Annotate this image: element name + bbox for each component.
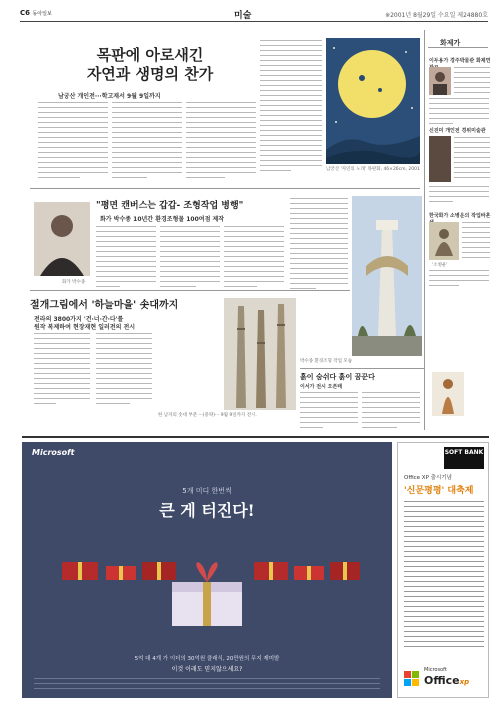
office-logo-icon: [404, 671, 420, 687]
story4-top-rule: [300, 368, 424, 369]
person-portrait-icon: [429, 67, 451, 95]
microsoft-ad-brand: Microsoft: [32, 448, 75, 457]
story4-photo-caption: 박수종 환경조형 작업 모습: [300, 359, 353, 364]
story1-woodcut-image: [326, 38, 420, 164]
story4-body-col1: [300, 392, 358, 432]
office-xp-logo: [404, 665, 484, 693]
story4-title: 흙이 숨쉬다 흙이 꿈꾼다: [300, 372, 375, 381]
sidebar-item3-caption: '소병운': [432, 263, 448, 268]
story1-title: [30, 46, 270, 84]
story3-title: 절개그림에서 '하늘마을' 솟대까지: [30, 300, 179, 311]
section-title: 미술: [234, 11, 252, 21]
man-portrait-icon: [34, 202, 90, 276]
microsoft-ad-body-2: 이것 이래도 믿지않으세요?: [171, 666, 243, 673]
story2-photo-caption: 화가 박수종: [62, 280, 86, 285]
office-logo-suffix: xp: [459, 678, 470, 686]
sidebar-item3-text: [462, 222, 490, 262]
gift-row-left: [62, 562, 176, 580]
sidebar-item3-title: 한국화가 소병운의 작업바흔: [429, 213, 491, 219]
microsoft-ad-headline: 큰 게 터진다!: [159, 501, 255, 520]
story1-body-col3: [186, 102, 256, 182]
page-number: C6 동아일보: [20, 9, 52, 17]
office-logo-product-wrap: [424, 674, 469, 687]
office-ad-sublabel: Office XP 출시기념: [404, 475, 452, 481]
story1-body-col2: [112, 102, 182, 182]
ad-top-rule: [22, 436, 489, 438]
sidebar-column-title: 화제가: [440, 39, 461, 47]
woodcut-artwork: [326, 38, 420, 164]
story3-top-rule: [30, 290, 350, 291]
story1-body-col1: [38, 102, 108, 182]
story2-top-rule: [30, 188, 420, 189]
story3-body-col1: [34, 333, 90, 408]
sidebar-item3-image: [429, 222, 459, 260]
ink-portrait-icon: [429, 222, 459, 260]
story1-image-caption: 남궁산 '자연의 노래' 목판화, 46×26cm, 2001: [326, 167, 420, 172]
story2-sculpture-photo: [352, 196, 422, 356]
sidebar-item1-photo: [429, 67, 451, 95]
sidebar-item2-text-cont: [429, 186, 489, 206]
story3-totem-photo: [224, 298, 296, 410]
microsoft-ad-tagline: 5개 미디 한번씩: [182, 487, 232, 495]
sidebar-item1-text: [454, 67, 490, 97]
story3-photo-caption: 한 남자의 솟대 부분 ···(중략)··· 9월 9일까지 전시.: [158, 413, 257, 418]
sidebar-title-rule: [428, 47, 488, 48]
newspaper-name: 동아일보: [32, 11, 52, 17]
story1-body-col4: [260, 40, 322, 175]
office-logo-product: Office: [424, 674, 460, 687]
story4-subtitle: 이서가 전시 오픈태: [300, 384, 343, 390]
sidebar-item1-text-cont: [429, 98, 489, 128]
sculpture-image: [352, 196, 422, 356]
office-logo-brand: Microsoft: [424, 667, 447, 673]
story3-body-col2: [96, 333, 152, 408]
sidebar-item1-title: 이두용가 경주박물관 화제연: [429, 58, 491, 64]
office-ad-body: [404, 501, 484, 651]
date-line: ※2001년 8월29일 수요일 제24880호: [385, 12, 488, 19]
story3-subtitle-1: 전라의 3800가지 '건·너·간·다'를: [34, 316, 124, 323]
story1-title-line1: 목판에 아로새긴: [96, 46, 204, 64]
story2-subtitle: 화가 박수종 10년간 환경조형물 100여점 제작: [100, 216, 225, 223]
sidebar-item2-title: 신진미 개인전 경위미술관: [429, 128, 486, 134]
microsoft-ad-body-1: 5억 대 4개 가 이더의 30억원 클래식, 20만원의 무지 제미밭: [134, 656, 280, 662]
sidebar-item3-text-cont: [429, 270, 489, 290]
story2-title: "평면 캔버스는 갑갑- 조형작업 병행": [96, 201, 244, 211]
softbank-logo-box: [444, 447, 484, 469]
story2-body-col3: [224, 226, 284, 291]
story3-subtitle-2: 원작 복제하여 현장재현 일러전의 전시: [34, 324, 136, 331]
softbank-label: SOFT BANK: [444, 449, 484, 456]
story4-figure-image: [432, 372, 464, 416]
office-xp-ad[interactable]: [397, 442, 489, 698]
story1-subtitle: 남궁산 개인전···학고재서 9월 9일까지: [58, 93, 161, 100]
totem-poles-image: [224, 298, 296, 410]
story2-body-col1: [96, 226, 156, 291]
story1-title-line2: 자연과 생명의 찬가: [86, 65, 214, 83]
microsoft-ad-fineprint: [34, 678, 380, 693]
gift-boxes-illustration: [22, 522, 392, 662]
microsoft-ad[interactable]: [22, 442, 392, 698]
sidebar-divider: [424, 30, 425, 430]
office-ad-headline: '신문평평' 대축제: [404, 486, 474, 496]
story2-photo: [34, 202, 90, 276]
clay-figure-icon: [432, 372, 464, 416]
sidebar-item2-text: [454, 137, 490, 182]
page-header: [20, 8, 488, 22]
gift-central: [172, 562, 242, 626]
story4-body-col2: [362, 392, 420, 432]
gift-row-right: [254, 562, 360, 580]
story2-body-col4: [290, 198, 348, 293]
story2-body-col2: [160, 226, 220, 291]
sidebar-item2-image: [429, 136, 451, 182]
